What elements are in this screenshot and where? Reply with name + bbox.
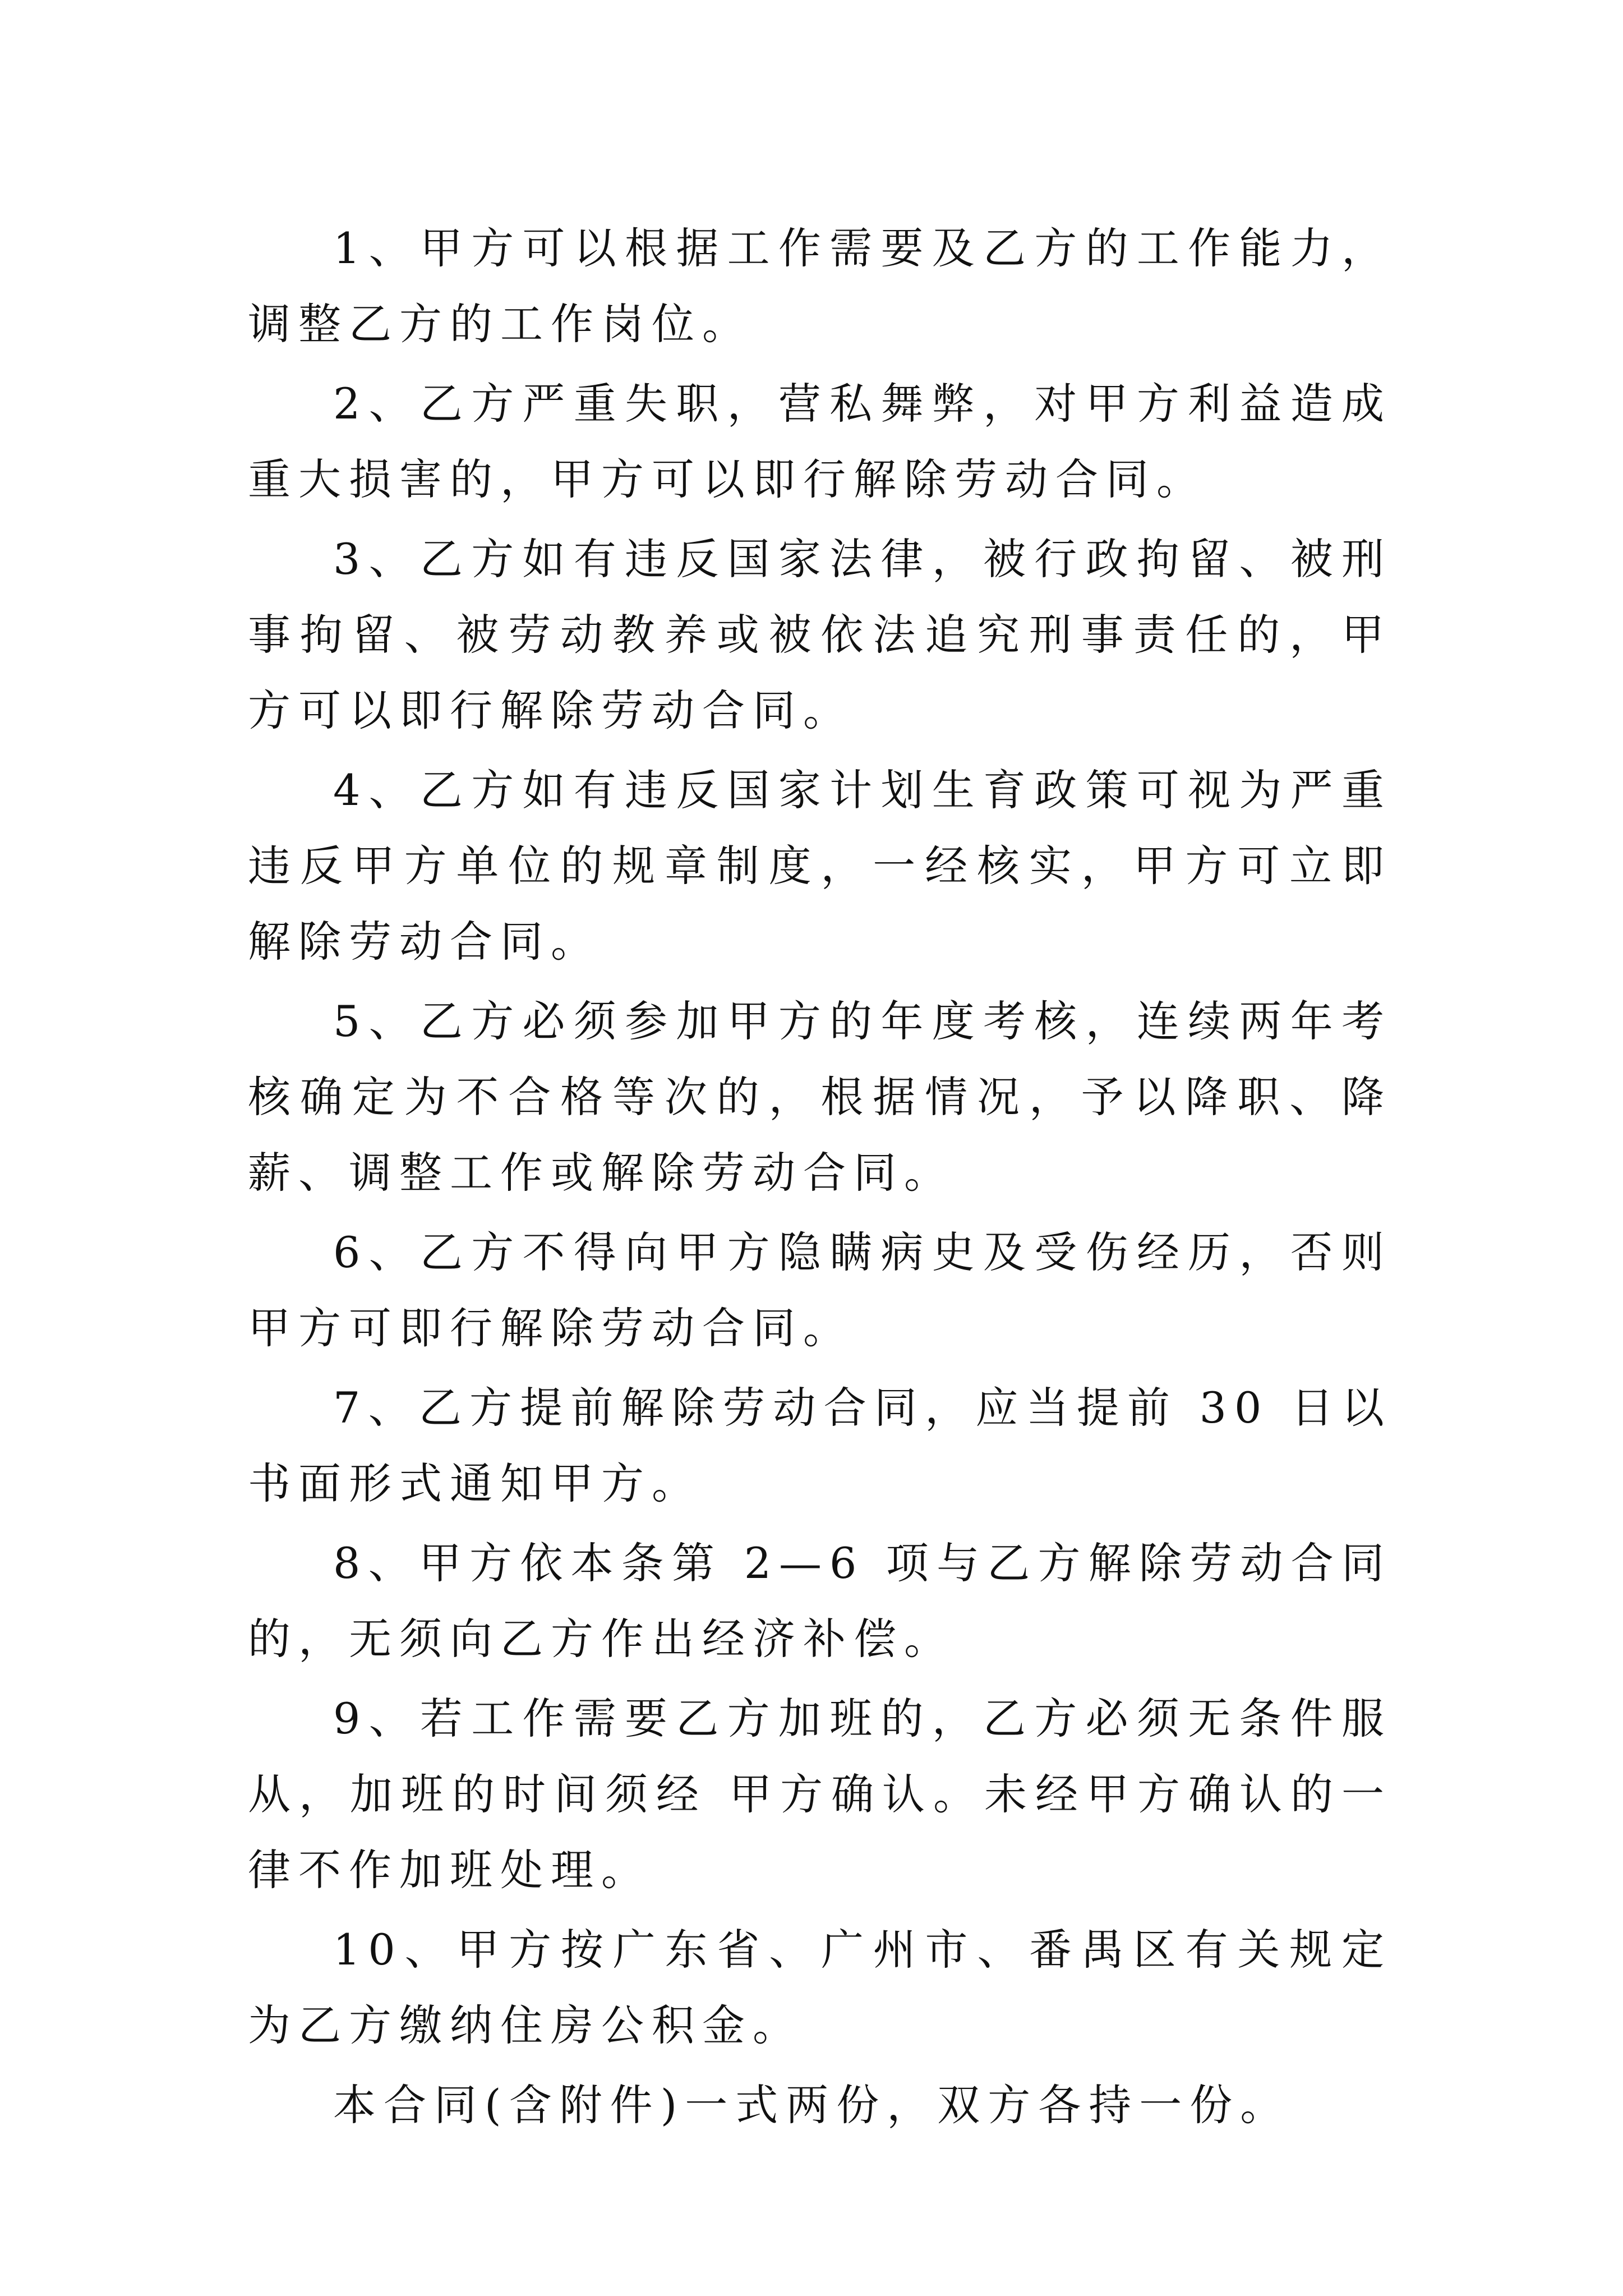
clause-1: 1、甲方可以根据工作需要及乙方的工作能力，调整乙方的工作岗位。	[248, 223, 1392, 349]
document-body	[248, 210, 1392, 2147]
clause-5: 5、乙方必须参加甲方的年度考核，连续两年考核确定为不合格等次的，根据情况，予以降职、降薪、调整工作或解除劳动合同。	[248, 996, 1392, 1198]
closing-statement: 本合同(含附件)一式两份，双方各持一份。	[333, 2080, 1291, 2130]
clause-3: 3、乙方如有违反国家法律，被行政拘留、被刑事拘留、被劳动教养或被依法追究刑事责任的，甲方可以即行解除劳动合同。	[248, 534, 1392, 735]
clause-10: 10、甲方按广东省、广州市、番禺区有关规定为乙方缴纳住房公积金。	[248, 1925, 1392, 2050]
clause-9: 9、若工作需要乙方加班的，乙方必须无条件服从，加班的时间须经 甲方确认。未经甲方确认的一律不作加班处理。	[248, 1694, 1392, 1895]
clause-2: 2、乙方严重失职，营私舞弊，对甲方利益造成重大损害的，甲方可以即行解除劳动合同。	[248, 379, 1392, 504]
clause-6: 6、乙方不得向甲方隐瞒病史及受伤经历，否则甲方可即行解除劳动合同。	[248, 1227, 1392, 1353]
clause-8: 8、甲方依本条第 2—6 项与乙方解除劳动合同的，无须向乙方作出经济补偿。	[248, 1538, 1392, 1664]
clause-7: 7、乙方提前解除劳动合同，应当提前 30 日以书面形式通知甲方。	[248, 1383, 1392, 1508]
clause-4: 4、乙方如有违反国家计划生育政策可视为严重违反甲方单位的规章制度，一经核实，甲方可立即解除劳动合同。	[248, 765, 1392, 967]
